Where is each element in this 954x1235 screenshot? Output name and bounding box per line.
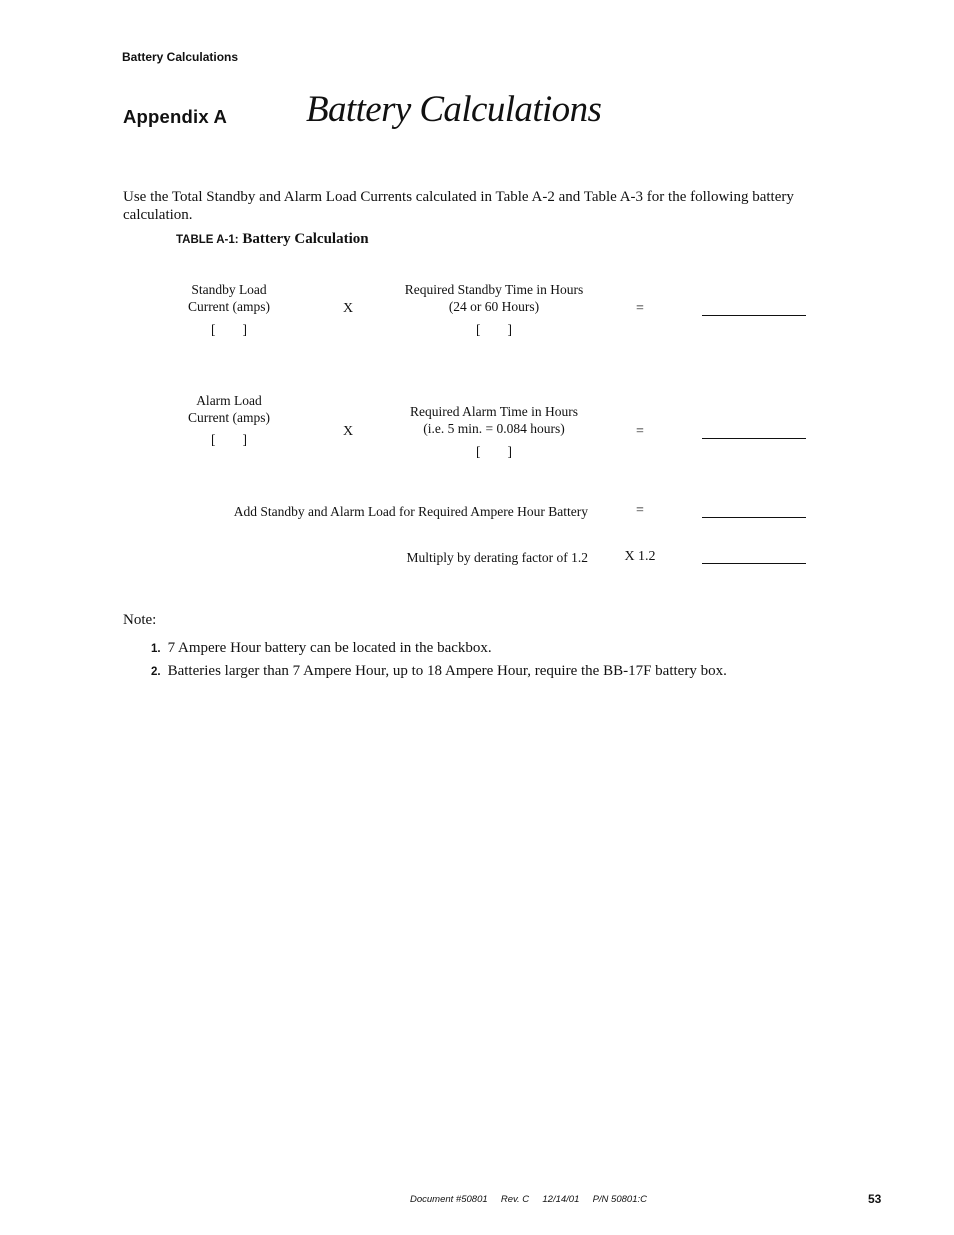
standby-time-label <box>380 281 608 315</box>
table-caption <box>176 231 369 248</box>
standby-time-line1: Required Standby Time in Hours <box>404 282 584 297</box>
derate-answer-line <box>702 563 806 564</box>
alarm-time-bracket: [ ] <box>476 444 512 459</box>
footer-date: 12/14/01 <box>542 1194 580 1205</box>
alarm-time-line2: (i.e. 5 min. = 0.084 hours) <box>423 421 565 436</box>
alarm-equals-sign: = <box>636 424 644 439</box>
standby-load-line2: Current (amps) <box>187 299 271 314</box>
standby-equals-sign: = <box>636 301 644 316</box>
note-number: 1. <box>151 643 161 655</box>
standby-load-bracket: [ ] <box>211 322 247 337</box>
alarm-answer-line <box>702 438 806 439</box>
alarm-load-line2: Current (amps) <box>187 410 271 425</box>
standby-load-line1: Standby Load <box>191 282 267 297</box>
footer-doc: Document #50801 <box>410 1194 488 1205</box>
note-text: Batteries larger than 7 Ampere Hour, up to 18 Ampere Hour, require the BB-17F battery box. <box>167 663 727 679</box>
add-row-label: Add Standby and Alarm Load for Required Ampere Hour Battery <box>233 504 588 519</box>
footer-rev: Rev. C <box>500 1194 530 1205</box>
footer-info <box>410 1194 647 1205</box>
add-row-answer-line <box>702 517 806 518</box>
standby-multiply-sign: X <box>342 301 354 316</box>
alarm-multiply-sign: X <box>342 424 354 439</box>
alarm-load-label <box>164 392 294 426</box>
add-row-equals-sign: = <box>636 503 644 518</box>
note-number: 2. <box>151 666 161 678</box>
derate-row-label: Multiply by derating factor of 1.2 <box>406 550 588 565</box>
alarm-load-line1: Alarm Load <box>196 393 262 408</box>
table-caption-title: Battery Calculation <box>242 231 369 247</box>
note-item <box>151 663 727 680</box>
intro-paragraph: Use the Total Standby and Alarm Load Currents calculated in Table A-2 and Table A-3 for the following battery calculation. <box>123 189 794 223</box>
table-caption-label: TABLE A-1: <box>176 234 239 246</box>
alarm-time-line1: Required Alarm Time in Hours <box>410 404 578 419</box>
alarm-load-bracket: [ ] <box>211 432 247 447</box>
standby-load-label <box>164 281 294 315</box>
appendix-label: Appendix A <box>123 106 228 127</box>
running-header: Battery Calculations <box>122 50 239 64</box>
standby-time-line2: (24 or 60 Hours) <box>448 299 540 314</box>
note-item <box>151 640 492 657</box>
chapter-title: Battery Calculations <box>306 89 602 130</box>
page-number: 53 <box>868 1192 882 1206</box>
standby-time-bracket: [ ] <box>476 322 512 337</box>
alarm-time-label <box>380 403 608 437</box>
standby-answer-line <box>702 315 806 316</box>
note-text: 7 Ampere Hour battery can be located in the backbox. <box>167 640 492 656</box>
note-label: Note: <box>123 612 157 628</box>
footer-pn: P/N 50801:C <box>592 1194 647 1205</box>
derate-factor: X 1.2 <box>624 549 656 564</box>
